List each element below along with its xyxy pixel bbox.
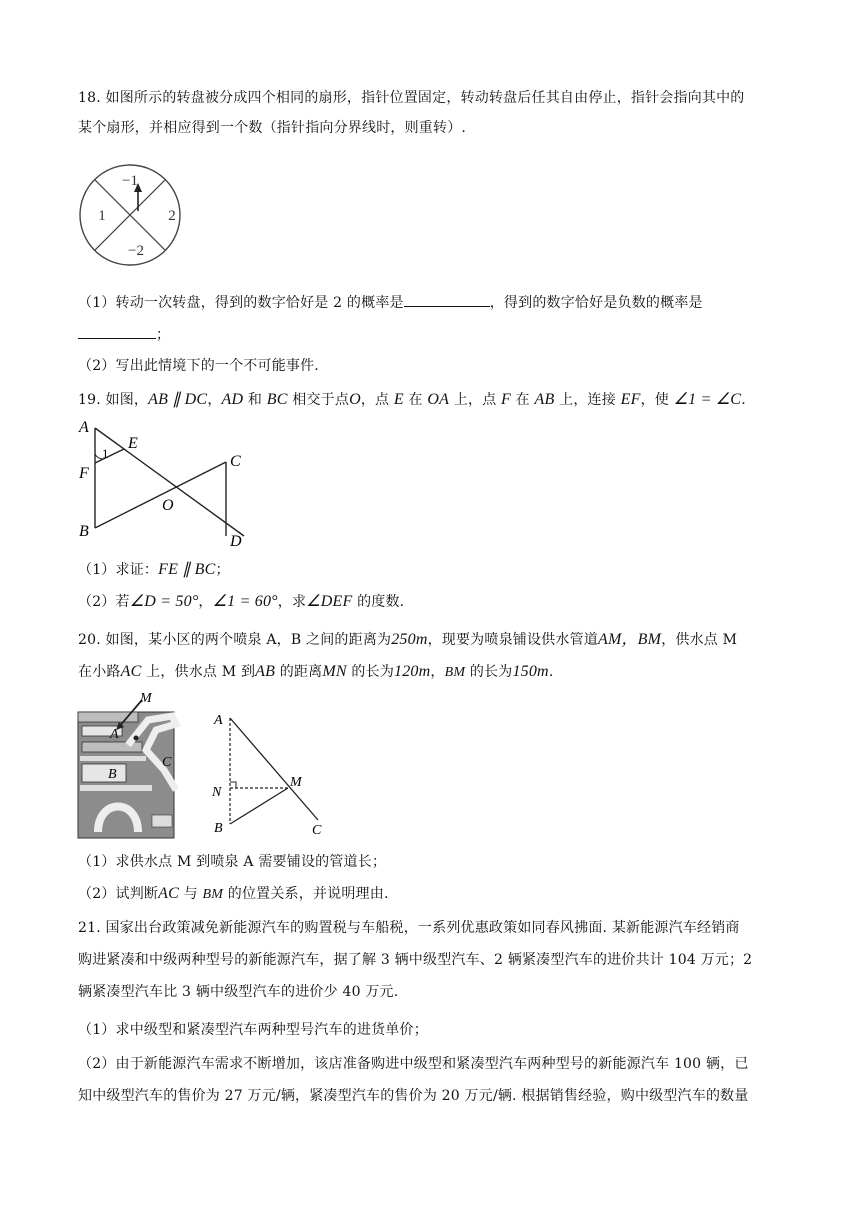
sector-label-left: 1 [98,208,106,224]
q18-part1-text-a: （1）转动一次转盘，得到的数字恰好是 2 的概率是 [78,295,404,311]
q19-p2-expr3: ∠DEF [306,593,353,610]
q20-p2-c: 的位置关系，并说明理由. [223,886,389,902]
q19-p2-a: （2）若 [78,594,130,610]
q19-o: O [349,391,361,408]
q20-p2-bm: BM [202,887,224,902]
label-C: C [230,453,241,470]
q21-text-line2: 购进紧凑和中级两种型号的新能源汽车，据了解 3 辆中级型汽车、2 辆紧凑型汽车的进价共计 104 万元；2 [78,952,753,968]
label-1: 1 [102,446,109,461]
q20-part2 [78,884,389,905]
tri-label-M: M [290,775,302,790]
q19-angle-eq: ∠1 = ∠C [673,391,742,408]
q19-ad: AD [221,391,244,408]
q18-part1-text-c: ； [156,327,171,343]
q19-p2-expr2: ∠1 = 60° [212,593,278,610]
sector-label-right: 2 [168,208,176,224]
q18-part1 [78,292,703,313]
q19-t-f: 在 [403,392,428,408]
label-E: E [128,435,138,452]
q19-t-a: 19. 如图， [78,392,149,408]
map-label-A: A [110,727,119,742]
q21-part2-line1: （2）由于新能源汽车需求不断增加，该店准备购进中级型和紧凑型汽车两种型号的新能源汽车 100 辆，已 [78,1056,749,1072]
q20-p2-b: 与 [178,886,203,902]
sector-label-bottom: −2 [128,243,144,259]
q19-p1-a: （1）求证： [78,562,159,578]
q20-mn-len: 120m [394,663,431,680]
q20-map-figure [76,690,186,840]
q18-part1-text-b: ，得到的数字恰好是负数的概率是 [489,295,703,311]
q19-t-k: . [741,392,746,408]
q18-part2: （2）写出此情境下的一个不可能事件. [78,358,319,374]
q19-p1-b: ； [215,562,230,578]
sector-label-top: −1 [122,173,138,189]
q19-p2-expr1: ∠D = 50° [129,593,199,610]
label-D: D [230,533,242,550]
q20-mn: MN [322,663,347,680]
q19-t-d: 相交于点 [287,392,350,408]
q20-t2-a: 在小路 [78,664,121,680]
q21-part1: （1）求中级型和紧凑型汽车两种型号汽车的进货单价； [78,1022,428,1038]
q19-part1 [78,560,230,580]
q19-p2-d: 的度数. [352,594,405,610]
q20-ab: AB [255,663,276,680]
q20-t2-e: ， [430,664,445,680]
q18-text-line1: 18. 如图所示的转盘被分成四个相同的扇形，指针位置固定，转动转盘后任其自由停止，指针会指向其中的 [78,90,745,106]
q19-t-c: 和 [243,392,267,408]
q20-t2-g: . [548,664,554,680]
q19-ab-dc: AB ∥ DC [148,391,208,408]
q19-p2-b: ， [198,594,213,610]
q19-f: F [501,391,512,408]
q20-part1: （1）求供水点 M 到喷泉 A 需要铺设的管道长； [78,854,387,870]
q19-part2 [78,592,404,612]
q20-text-line2 [78,662,553,683]
q21-part2-line2: 知中级型汽车的售价为 27 万元/辆，紧凑型汽车的售价为 20 万元/辆. 根据销售经验，购中级型汽车的数量 [78,1088,749,1104]
q20-t2-b: 上，供水点 M 到 [141,664,256,680]
tri-label-A: A [214,713,223,728]
q20-t-b: ，现要为喷泉铺设供水管道 [427,632,598,648]
q20-pipes: AM，BM [597,631,662,648]
answer-blank-2 [78,324,156,339]
tri-label-B: B [214,821,223,836]
map-label-C: C [162,755,172,770]
tri-label-C: C [312,823,322,838]
q19-t-b: ， [207,392,222,408]
q20-t2-f: 的长为 [465,664,513,680]
q20-t-a: 20. 如图，某小区的两个喷泉 A，B 之间的距离为 [78,632,392,648]
q19-e: E [393,391,404,408]
q20-p2-ac: AC [158,885,179,902]
q19-oa: OA [427,391,450,408]
q18-spinner-figure [78,163,182,267]
q19-t-h: 在 [511,392,535,408]
label-B: B [79,523,89,540]
q21-text-line1: 21. 国家出台政策减免新能源汽车的购置税与车船税，一系列优惠政策如同春风拂面. 某新能源汽车经销商 [78,920,740,936]
q19-p2-c: ，求 [277,594,307,610]
q19-bc: BC [266,391,288,408]
q19-text-line1 [78,390,746,410]
q19-t-i: 上，连接 [554,392,621,408]
map-label-B: B [108,767,117,782]
q19-bowtie-figure [76,418,266,548]
q20-ac: AC [120,663,142,680]
q18-part1-cont [78,324,170,345]
q20-triangle-figure [208,708,328,838]
q19-ab: AB [534,391,555,408]
q19-t-j: ，使 [640,392,674,408]
q20-p2-a: （2）试判断 [78,886,159,902]
q20-t-c: ，供水点 M [661,632,738,648]
q18-text-line2: 某个扇形，并相应得到一个数（指针指向分界线时，则重转）. [78,120,467,136]
q21-text-line3: 辆紧凑型汽车比 3 辆中级型汽车的进价少 40 万元. [78,984,399,1000]
q19-p1-expr: FE ∥ BC [158,561,216,578]
q19-t-e: ，点 [360,392,394,408]
label-F: F [79,465,89,482]
q20-text-line1 [78,630,737,650]
q20-bm: BM [444,665,466,680]
q19-ef: EF [620,391,641,408]
q20-dist-ab: 250m [391,631,428,648]
tri-label-N: N [212,785,222,800]
label-A: A [79,419,89,436]
q19-t-g: 上，点 [449,392,502,408]
q20-t2-d: 的长为 [346,664,395,680]
label-O: O [162,497,174,514]
map-label-M: M [140,691,152,706]
answer-blank-1 [404,292,490,307]
q20-bm-len: 150m [512,663,549,680]
q20-t2-c: 的距离 [275,664,323,680]
